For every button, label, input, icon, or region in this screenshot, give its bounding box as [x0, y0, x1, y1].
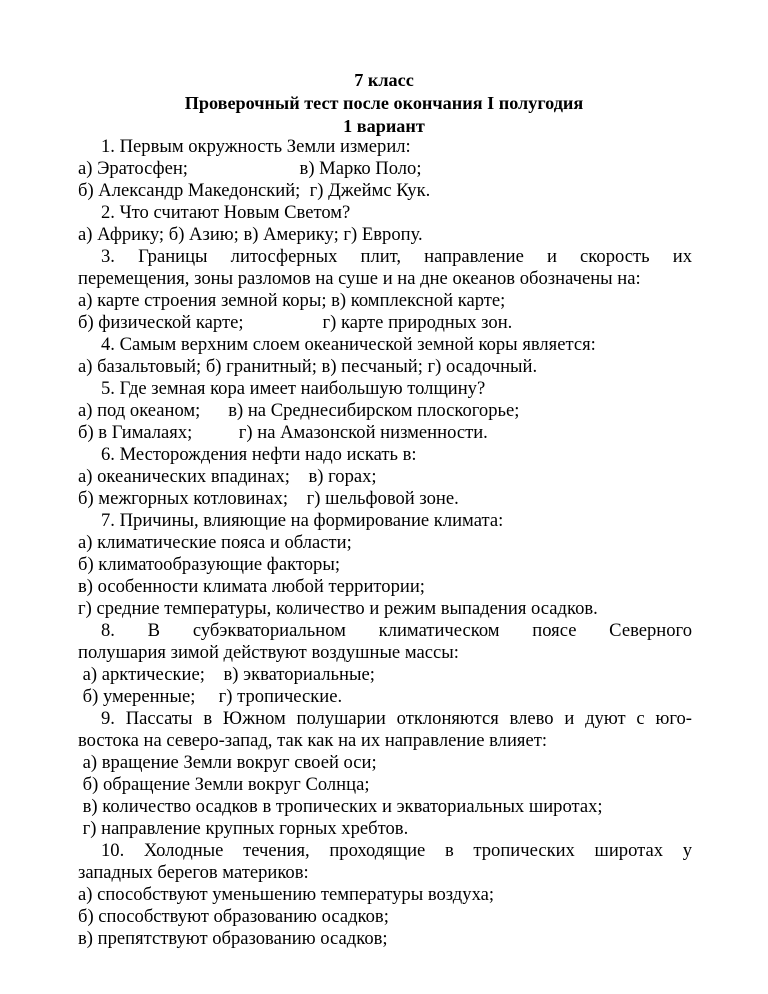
variant-heading: 1 вариант — [343, 116, 425, 136]
answer-line: а) под океаном; в) на Среднесибирском плоскогорье; — [78, 400, 520, 421]
answer-line: а) Эратосфен; в) Марко Поло; — [78, 158, 422, 179]
answer-line: а) карте строения земной коры; в) комплексной карте; — [78, 290, 506, 311]
question-5: 5. Где земная кора имеет наибольшую толщину? — [101, 378, 486, 399]
test-title: Проверочный тест после окончания I полугодия — [184, 93, 584, 113]
answer-line: в) количество осадков в тропических и экваториальных широтах; — [78, 796, 603, 817]
question-9: 9. Пассаты в Южном полушарии отклоняются влево и дуют с юго- — [101, 708, 692, 729]
question-2: 2. Что считают Новым Светом? — [101, 202, 351, 223]
answer-line: б) климатообразующие факторы; — [78, 554, 340, 575]
answer-line: б) межгорных котловинах; г) шельфовой зоне. — [78, 488, 459, 509]
answer-line: б) Александр Македонский; г) Джеймс Кук. — [78, 180, 431, 201]
question-3: 3. Границы литосферных плит, направление и скорость их — [101, 246, 692, 267]
question-7: 7. Причины, влияющие на формирование климата: — [101, 510, 504, 531]
answer-line: а) базальтовый; б) гранитный; в) песчаный; г) осадочный. — [78, 356, 538, 377]
question-6: 6. Месторождения нефти надо искать в: — [101, 444, 417, 465]
question-10-continued: западных берегов материков: — [78, 862, 309, 883]
answer-line: а) климатические пояса и области; — [78, 532, 352, 553]
question-1: 1. Первым окружность Земли измерил: — [101, 136, 411, 157]
answer-line: а) океанических впадинах; в) горах; — [78, 466, 377, 487]
answer-line: а) вращение Земли вокруг своей оси; — [78, 752, 377, 773]
answer-line: а) арктические; в) экваториальные; — [78, 664, 375, 685]
question-10: 10. Холодные течения, проходящие в тропических широтах у — [101, 840, 692, 861]
question-9-continued: востока на северо-запад, так как на их направление влияет: — [78, 730, 548, 751]
answer-line: а) способствуют уменьшению температуры воздуха; — [78, 884, 495, 905]
question-3-continued: перемещения, зоны разломов на суше и на дне океанов обозначены на: — [78, 268, 641, 289]
answer-line: г) средние температуры, количество и режим выпадения осадков. — [78, 598, 598, 619]
answer-line: в) препятствуют образованию осадков; — [78, 928, 388, 949]
answer-line: б) физической карте; г) карте природных зон. — [78, 312, 513, 333]
answer-line: б) обращение Земли вокруг Солнца; — [78, 774, 370, 795]
question-4: 4. Самым верхним слоем океанической земной коры является: — [101, 334, 596, 355]
answer-line: б) в Гималаях; г) на Амазонской низменности. — [78, 422, 488, 443]
answer-line: г) направление крупных горных хребтов. — [78, 818, 409, 839]
answer-line: б) умеренные; г) тропические. — [78, 686, 343, 707]
answer-line: в) особенности климата любой территории; — [78, 576, 425, 597]
question-8: 8. В субэкваториальном климатическом поясе Северного — [101, 620, 692, 641]
answer-line: б) способствуют образованию осадков; — [78, 906, 389, 927]
answer-line: а) Африку; б) Азию; в) Америку; г) Европу. — [78, 224, 423, 245]
question-8-continued: полушария зимой действуют воздушные массы: — [78, 642, 459, 663]
grade-heading: 7 класс — [354, 70, 414, 90]
